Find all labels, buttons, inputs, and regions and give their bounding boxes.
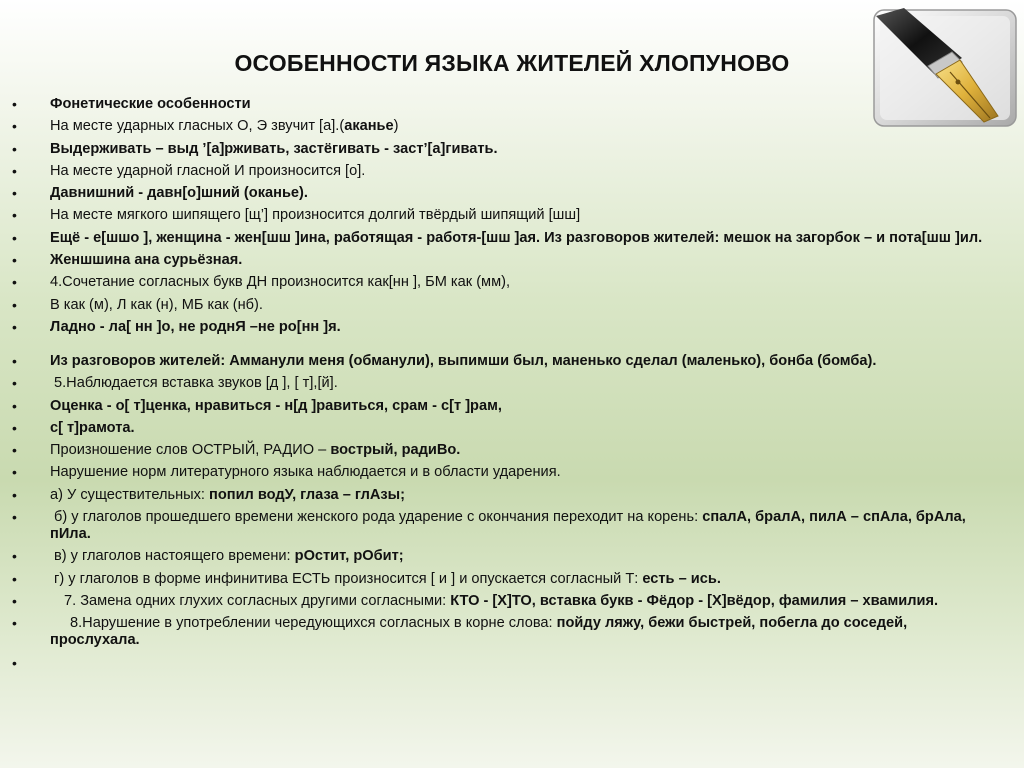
bold-text: с[ т]рамота. (50, 419, 135, 436)
bullet-text (50, 319, 341, 335)
plain-text: Произношение слов ОСТРЫЙ, РАДИО – (50, 442, 331, 459)
bullet-text (50, 487, 405, 503)
bold-text: Женшшина ана сурьёзная. (50, 252, 243, 269)
bullet-item (0, 571, 1010, 588)
bullet-text (50, 375, 338, 391)
bullet-text (50, 353, 876, 369)
bullet-text (50, 207, 580, 223)
bullet-text (50, 464, 561, 480)
bold-text: КТО - [Х]ТО, вставка букв - Фёдор - [Х]вёдор, фамилия – хвамилия. (450, 592, 939, 609)
bullet-text (50, 571, 721, 587)
bold-text: спалА, бралА, пилА – спАла, брАла, пИла. (50, 509, 966, 543)
bullet-list (0, 96, 1010, 655)
plain-text: 4.Сочетание согласных букв ДН произносится как[нн ], БМ как (мм), (50, 274, 511, 291)
plain-text: б) у глаголов прошедшего времени женского рода ударение с окончания переходит на корень: (54, 509, 703, 526)
bullet-text (50, 548, 404, 564)
bullet-text (50, 297, 263, 313)
bullet-item (0, 118, 1010, 135)
bullet-text (50, 230, 982, 246)
bullet-item (0, 274, 1010, 291)
bullet-item (0, 252, 1010, 269)
bullet-text (50, 96, 251, 112)
plain-text: На месте ударной гласной И произносится [о]. (50, 162, 366, 179)
plain-text: В как (м), Л как (н), МБ как (нб). (50, 296, 263, 313)
bold-text: Фонетические особенности (50, 96, 251, 112)
bold-text: Оценка - о[ т]ценка, нравиться - н[д ]равиться, срам - с[т ]рам, (50, 397, 502, 414)
bold-text: рОстит, рОбит; (294, 548, 404, 565)
bullet-item (0, 230, 1010, 247)
bullet-text (50, 252, 242, 268)
bullet-text (50, 420, 135, 436)
plain-text: Нарушение норм литературного языка наблюдается и в области ударения. (50, 464, 561, 481)
bullet-item (0, 420, 1010, 437)
bold-text: Ещё - е[шшо ], женщина - жен[шш ]ина, работящая - работя-[шш ]ая. Из разговоров жителей: мешок на загорбок – и пота[шш ]ил. (50, 229, 983, 246)
plain-text: 8.Нарушение в употреблении чередующихся согласных в корне слова: (70, 615, 557, 632)
bullet-item (0, 96, 1010, 113)
bullet-item (0, 615, 1010, 649)
bullet-item (0, 185, 1010, 202)
bullet-text (50, 615, 907, 648)
bold-text: есть – ись. (642, 570, 721, 587)
bullet-item (0, 548, 1010, 565)
bullet-text (50, 141, 498, 157)
bold-text: аканье (344, 118, 394, 135)
bold-text: Давнишний - давн[о]шний (оканье). (50, 185, 308, 202)
bullet-text (50, 185, 308, 201)
plain-text: а) У существительных: (50, 486, 210, 503)
bullet-text (50, 593, 938, 609)
plain-text: 5.Наблюдается вставка звуков [д ], [ т],[й]. (54, 375, 338, 392)
bullet-item (0, 375, 1010, 392)
plain-text: в) у глаголов настоящего времени: (54, 548, 295, 565)
bullet-item (0, 593, 1010, 610)
slide-title: ОСОБЕННОСТИ ЯЗЫКА ЖИТЕЛЕЙ ХЛОПУНОВО (234, 50, 790, 76)
bullet-text (50, 398, 502, 414)
plain-text: На месте ударных гласных О, Э звучит [а].( (50, 118, 345, 135)
bullet-item (0, 207, 1010, 224)
bold-text: вострый, радиВо. (330, 442, 461, 459)
bullet-item (0, 464, 1010, 481)
bullet-item (0, 141, 1010, 158)
bullet-item (0, 319, 1010, 336)
bullet-text (50, 118, 399, 134)
bold-text: Выдерживать – выд ’[а]рживать, застёгивать - заст’[а]гивать. (50, 140, 498, 157)
bullet-text (50, 163, 365, 179)
bold-text: попил водУ, глаза – глАзы; (209, 486, 405, 503)
bullet-item (0, 487, 1010, 504)
plain-text: 7. Замена одних глухих согласных другими согласными: (64, 592, 451, 609)
bullet-item (0, 163, 1010, 180)
bullet-item (0, 398, 1010, 415)
bold-text: Ладно - ла[ нн ]о, не роднЯ –не ро[нн ]я. (50, 318, 341, 335)
bullet-item (0, 442, 1010, 459)
bullet-text (50, 274, 510, 290)
plain-text: г) у глаголов в форме инфинитива ЕСТЬ произносится [ и ] и опускается согласный Т: (54, 570, 643, 587)
bold-text: Из разговоров жителей: Амманули меня (обманули), выпимши был, маненько сделал (маленько), бонба (бомба). (50, 352, 877, 369)
bullet-text (50, 509, 966, 542)
bullet-text (50, 442, 460, 458)
bold-text: пойду ляжу, бежи быстрей, побегла до соседей, прослухала. (50, 615, 908, 649)
bullet-item (0, 297, 1010, 314)
bullet-item (0, 353, 1010, 370)
bullet-item (0, 509, 1010, 543)
plain-text: На месте мягкого шипящего [щ’] произносится долгий твёрдый шипящий [шш] (50, 207, 581, 224)
plain-text: ) (393, 118, 399, 135)
